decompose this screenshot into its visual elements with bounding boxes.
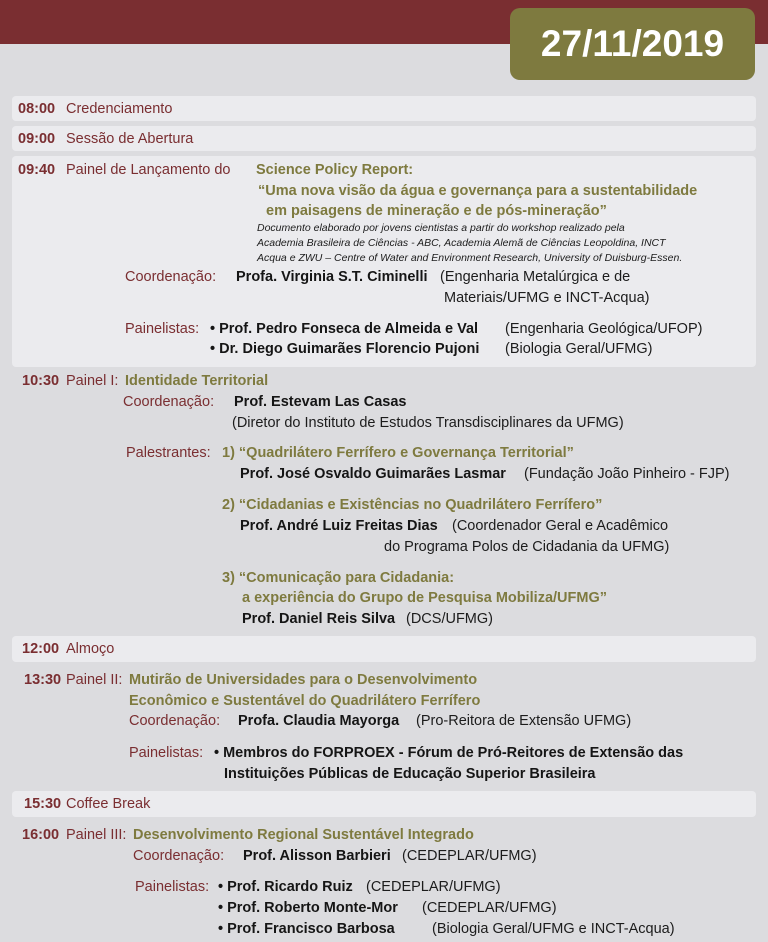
time-coffee: 15:30 bbox=[24, 796, 62, 812]
time-painel3: 16:00 bbox=[22, 827, 60, 843]
panelist-affil: (Biologia Geral/UFMG e INCT-Acqua) bbox=[432, 921, 675, 937]
panel-label-painel2: Painelistas: bbox=[129, 745, 204, 761]
coord-label-painel2: Coordenação: bbox=[129, 713, 221, 729]
title-lancamento: Painel de Lançamento do bbox=[66, 162, 231, 178]
time-painel2: 13:30 bbox=[24, 672, 62, 688]
title-painel2-line2: Econômico e Sustentável do Quadrilátero Ferrífero bbox=[129, 693, 481, 709]
label-painel3: Painel III: bbox=[66, 827, 127, 843]
talk2-title: 2) “Cidadanias e Existências no Quadrilátero Ferrífero” bbox=[222, 497, 603, 513]
panelist-affil: (CEDEPLAR/UFMG) bbox=[422, 900, 557, 916]
coord-affil-lancamento-line2: Materiais/UFMG e INCT-Acqua) bbox=[444, 290, 650, 306]
speakers-label-painel1: Palestrantes: bbox=[126, 445, 211, 461]
coord-label-painel3: Coordenação: bbox=[133, 848, 225, 864]
coord-affil-painel2: (Pro-Reitora de Extensão UFMG) bbox=[416, 713, 632, 729]
report-quote-line2: em paisagens de mineração e de pós-mineração” bbox=[266, 203, 607, 219]
row-band-almoco bbox=[12, 636, 756, 662]
panelist-name: • Dr. Diego Guimarães Florencio Pujoni bbox=[210, 341, 480, 357]
title-abertura: Sessão de Abertura bbox=[66, 131, 194, 147]
time-credenciamento: 08:00 bbox=[18, 101, 56, 117]
panelist-affil: (CEDEPLAR/UFMG) bbox=[366, 879, 501, 895]
talk1-title: 1) “Quadrilátero Ferrífero e Governança Territorial” bbox=[222, 445, 574, 461]
title-coffee: Coffee Break bbox=[66, 796, 151, 812]
time-almoco: 12:00 bbox=[22, 641, 60, 657]
panelist-name: • Prof. Ricardo Ruiz bbox=[218, 879, 353, 895]
title-painel3: Desenvolvimento Regional Sustentável Integrado bbox=[133, 827, 474, 843]
time-painel1: 10:30 bbox=[22, 373, 60, 389]
doc-note-line3: Acqua e ZWU – Centre of Water and Environment Research, University of Duisburg-Essen. bbox=[257, 252, 683, 264]
date-badge: 27/11/2019 bbox=[510, 8, 755, 80]
panelist-name: • Prof. Pedro Fonseca de Almeida e Val bbox=[210, 321, 479, 337]
time-lancamento: 09:40 bbox=[18, 162, 56, 178]
title-credenciamento: Credenciamento bbox=[66, 101, 173, 117]
coord-affil-painel3: (CEDEPLAR/UFMG) bbox=[402, 848, 537, 864]
talk2-affil-line2: do Programa Polos de Cidadania da UFMG) bbox=[384, 539, 670, 555]
coord-affil-painel1: (Diretor do Instituto de Estudos Transdisciplinares da UFMG) bbox=[232, 415, 624, 431]
coord-name-painel2: Profa. Claudia Mayorga bbox=[238, 713, 400, 729]
title-highlight-lancamento: Science Policy Report: bbox=[256, 162, 414, 178]
panelist-name: • Prof. Roberto Monte-Mor bbox=[218, 900, 398, 916]
panelists-painel2-line2: Instituições Públicas de Educação Superior Brasileira bbox=[224, 766, 596, 782]
panelists-painel2-line1: • Membros do FORPROEX - Fórum de Pró-Reitores de Extensão das bbox=[214, 745, 684, 761]
talk1-speaker: Prof. José Osvaldo Guimarães Lasmar bbox=[240, 466, 506, 482]
talk2-affil-line1: (Coordenador Geral e Acadêmico bbox=[452, 518, 669, 534]
title-painel2-line1: Mutirão de Universidades para o Desenvolvimento bbox=[129, 672, 478, 688]
panel-label-lancamento: Painelistas: bbox=[125, 321, 200, 337]
coord-label-painel1: Coordenação: bbox=[123, 394, 215, 410]
coord-label-lancamento: Coordenação: bbox=[125, 269, 217, 285]
doc-note-line2: Academia Brasileira de Ciências - ABC, Academia Alemã de Ciências Leopoldina, INCT bbox=[257, 237, 666, 249]
talk3-title-line1: 3) “Comunicação para Cidadania: bbox=[222, 570, 455, 586]
title-painel1: Identidade Territorial bbox=[125, 373, 269, 389]
talk3-title-line2: a experiência do Grupo de Pesquisa Mobiliza/UFMG” bbox=[242, 590, 607, 606]
coord-name-lancamento: Profa. Virginia S.T. Ciminelli bbox=[236, 269, 428, 285]
label-painel2: Painel II: bbox=[66, 672, 123, 688]
talk3-speaker: Prof. Daniel Reis Silva bbox=[242, 611, 396, 627]
time-abertura: 09:00 bbox=[18, 131, 56, 147]
panelist-affil: (Biologia Geral/UFMG) bbox=[505, 341, 653, 357]
panelist-affil: (Engenharia Geológica/UFOP) bbox=[505, 321, 703, 337]
coord-name-painel3: Prof. Alisson Barbieri bbox=[243, 848, 391, 864]
talk3-affil: (DCS/UFMG) bbox=[406, 611, 493, 627]
coord-affil-lancamento-line1: (Engenharia Metalúrgica e de bbox=[440, 269, 631, 285]
talk1-affil: (Fundação João Pinheiro - FJP) bbox=[524, 466, 730, 482]
panelist-name: • Prof. Francisco Barbosa bbox=[218, 921, 395, 937]
doc-note-line1: Documento elaborado por jovens cientistas a partir do workshop realizado pela bbox=[257, 222, 625, 234]
panel-label-painel3: Painelistas: bbox=[135, 879, 210, 895]
talk2-speaker: Prof. André Luiz Freitas Dias bbox=[240, 518, 438, 534]
coord-name-painel1: Prof. Estevam Las Casas bbox=[234, 394, 407, 410]
label-painel1: Painel I: bbox=[66, 373, 119, 389]
report-quote-line1: “Uma nova visão da água e governança para a sustentabilidade bbox=[258, 183, 698, 199]
title-almoco: Almoço bbox=[66, 641, 115, 657]
